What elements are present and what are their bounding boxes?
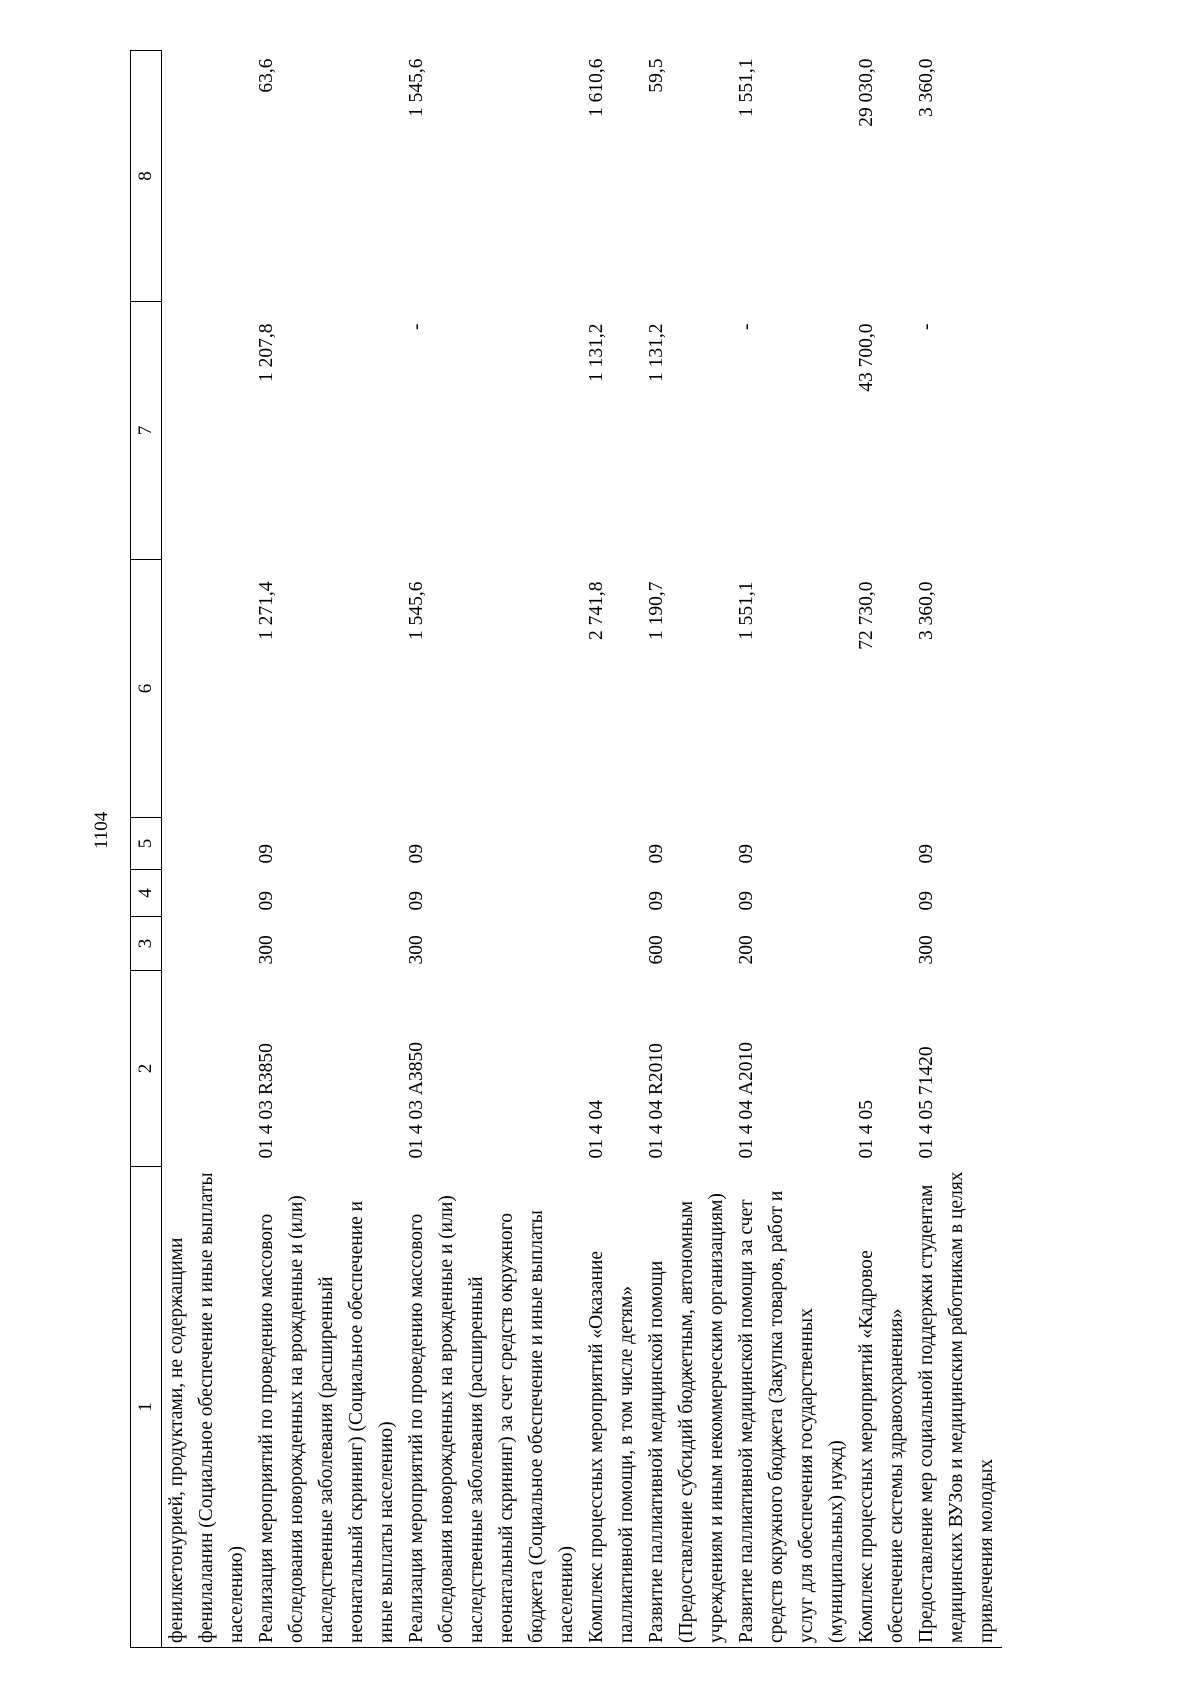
row-c6 (162, 560, 253, 818)
row-c8 (162, 51, 253, 302)
row-name: Реализация мероприятий по проведению массового обследования новорожденных на врожденные и (или) наследственные заболевания (расширенный неонатальный скрининг) (Социальное обеспечение и иные выплаты населению) (252, 1167, 402, 1648)
row-c8: 29 030,0 (856, 58, 877, 127)
row-c5: 09 (736, 844, 757, 864)
table-header-row (131, 51, 162, 1648)
table-body (162, 51, 1003, 1648)
row-c5: 09 (256, 844, 277, 864)
header-col-7: 7 (131, 302, 162, 560)
table-row (852, 51, 912, 1648)
row-code: 01 4 05 (856, 1100, 877, 1159)
page-number: 1104 (91, 811, 112, 849)
table-row (642, 51, 732, 1648)
header-col-3: 3 (131, 917, 162, 971)
row-c4: 09 (646, 891, 667, 911)
row-c5 (852, 818, 912, 870)
row-c3: 200 (736, 935, 757, 965)
row-c5: 09 (646, 844, 667, 864)
row-c8: 59,5 (646, 58, 667, 93)
budget-table-sheet (130, 51, 1140, 1648)
table-row (582, 51, 642, 1648)
table-row (402, 51, 582, 1648)
header-col-1: 1 (131, 1167, 162, 1648)
row-c3: 600 (646, 935, 667, 965)
row-c7: 1 131,2 (646, 323, 667, 382)
row-c3 (162, 917, 253, 971)
row-c5: 09 (406, 844, 427, 864)
row-code: 01 4 04 А2010 (736, 1042, 757, 1159)
row-c7 (162, 302, 253, 560)
row-c7: - (406, 323, 427, 330)
header-col-6: 6 (131, 560, 162, 818)
row-c7: 1 131,2 (586, 323, 607, 382)
row-c6: 2 741,8 (586, 581, 607, 640)
row-c3 (852, 917, 912, 971)
row-c3: 300 (406, 935, 427, 965)
row-name: Реализация мероприятий по проведению массового обследования новорожденных на врожденные и (или) наследственные заболевания (расширенный неонатальный скрининг) за счет средств окружного бюджета (Социальное обеспечение и иные выплаты населению) (402, 1167, 582, 1648)
row-c5: 09 (916, 844, 937, 864)
row-name: фенилкетонурией, продуктами, не содержащими фенилаланин (Социальное обеспечение и иные выплаты населению) (162, 1167, 253, 1648)
row-c5 (162, 818, 253, 870)
row-c7: 43 700,0 (856, 323, 877, 392)
row-c3: 300 (916, 935, 937, 965)
row-c4: 09 (406, 891, 427, 911)
table-row (732, 51, 852, 1648)
row-c6: 1 545,6 (406, 581, 427, 640)
row-c7: 1 207,8 (256, 323, 277, 382)
row-c4: 09 (736, 891, 757, 911)
row-c7: - (916, 323, 937, 330)
row-c4: 09 (916, 891, 937, 911)
table-row (252, 51, 402, 1648)
header-col-8: 8 (131, 51, 162, 302)
row-c6: 1 271,4 (256, 581, 277, 640)
row-c6: 1 551,1 (736, 581, 757, 640)
row-c6: 72 730,0 (856, 581, 877, 650)
row-code (162, 971, 253, 1167)
row-c5 (582, 818, 642, 870)
row-c4 (852, 870, 912, 917)
table-row (912, 51, 1002, 1648)
row-c4: 09 (256, 891, 277, 911)
row-c8: 63,6 (256, 58, 277, 93)
row-c3 (582, 917, 642, 971)
table-row (162, 51, 253, 1648)
row-code: 01 4 03 А3850 (406, 1042, 427, 1159)
header-col-4: 4 (131, 870, 162, 917)
row-name: Комплекс процессных мероприятий «Оказание паллиативной помощи, в том числе детям» (582, 1167, 642, 1648)
row-c8: 1 610,6 (586, 58, 607, 117)
row-c8: 1 551,1 (736, 58, 757, 117)
row-code: 01 4 04 (586, 1100, 607, 1159)
row-c6: 3 360,0 (916, 581, 937, 640)
row-c8: 1 545,6 (406, 58, 427, 117)
row-c8: 3 360,0 (916, 58, 937, 117)
row-c3: 300 (256, 935, 277, 965)
row-name: Развитие паллиативной медицинской помощи (Предоставление субсидий бюджетным, автономным учреждениям и иным некоммерческим организациям) (642, 1167, 732, 1648)
row-code: 01 4 03 R3850 (256, 1043, 277, 1159)
row-c4 (582, 870, 642, 917)
row-name: Развитие паллиативной медицинской помощи за счет средств окружного бюджета (Закупка товаров, работ и услуг для обеспечения государственных (муниципальных) нужд) (732, 1167, 852, 1648)
budget-table (130, 50, 1002, 1648)
row-c6: 1 190,7 (646, 581, 667, 640)
row-c7: - (736, 323, 757, 330)
row-code: 01 4 04 R2010 (646, 1043, 667, 1159)
row-c4 (162, 870, 253, 917)
row-name: Предоставление мер социальной поддержки студентам медицинских ВУЗов и медицинским работникам в целях привлечения молодых (912, 1167, 1002, 1648)
row-code: 01 4 05 71420 (916, 1046, 937, 1159)
row-name: Комплекс процессных мероприятий «Кадровое обеспечение системы здравоохранения» (852, 1167, 912, 1648)
header-col-2: 2 (131, 971, 162, 1167)
header-col-5: 5 (131, 818, 162, 870)
